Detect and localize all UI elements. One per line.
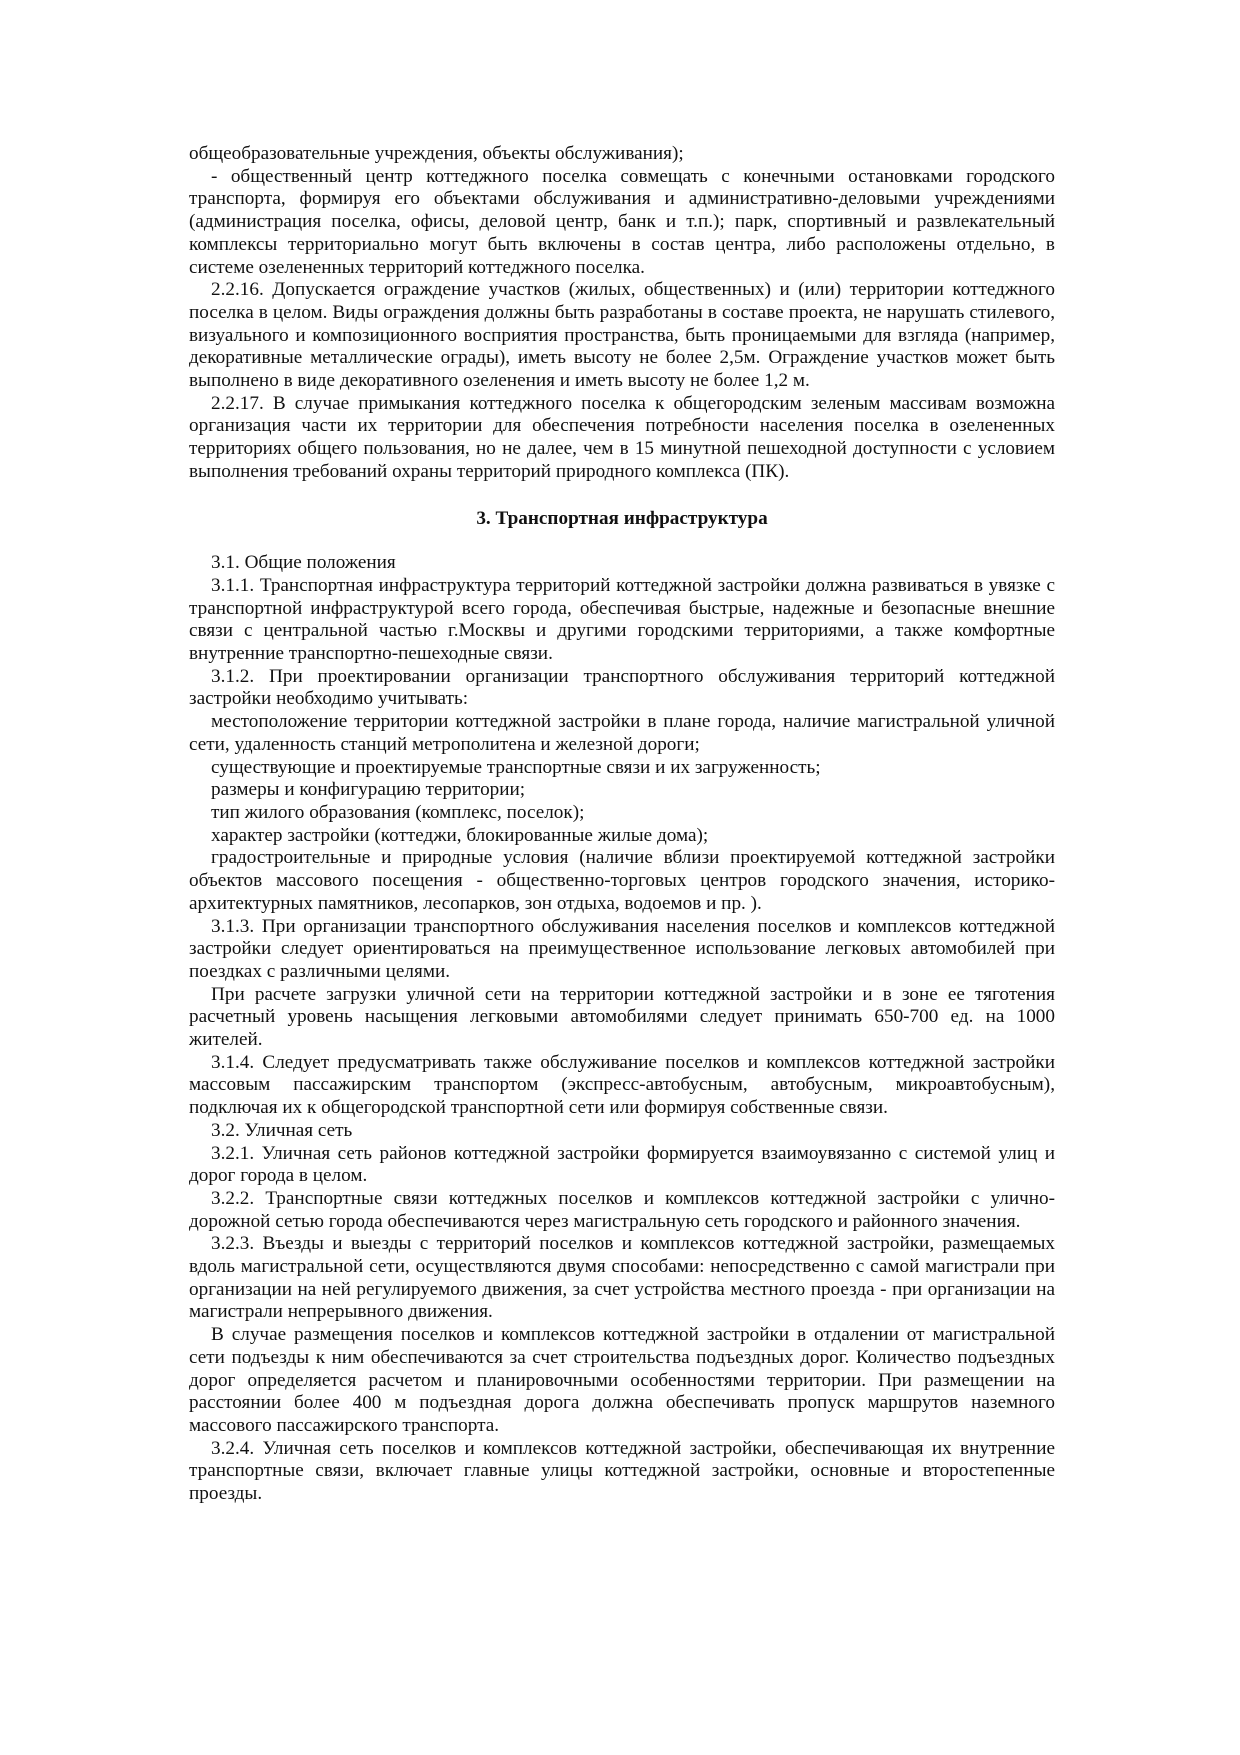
- list-item: существующие и проектируемые транспортные связи и их загруженность;: [211, 756, 821, 778]
- paragraph: - общественный центр коттеджного поселка совмещать с конечными остановками городского транспорта, формируя его объектами обслуживания и административно-деловыми учреждениями (администрация поселка, офисы, деловой центр, банк и т.п.); парк, спортивный и развлекательный комплексы территориально могут быть включены в состав центра, либо расположены отдельно, в системе озелененных территорий коттеджного поселка.: [189, 165, 1055, 278]
- list-item: местоположение территории коттеджной застройки в плане города, наличие магистральной уличной сети, удаленность станций метрополитена и железной дороги;: [189, 711, 1055, 755]
- paragraph: 3.1.1. Транспортная инфраструктура территорий коттеджной застройки должна развиваться в увязке с транспортной инфраструктурой всего города, обеспечивая быстрые, надежные и безопасные внешние связи с центральной частью г.Москвы и другими городскими территориями, а также комфортные внутренние транспортно-пешеходные связи.: [189, 574, 1055, 665]
- subsection-title: 3.2. Уличная сеть: [211, 1119, 353, 1141]
- list-item: характер застройки (коттеджи, блокированные жилые дома);: [211, 824, 709, 846]
- spacer: [189, 530, 1055, 552]
- paragraph: 3.1.2. При проектировании организации транспортного обслуживания территорий коттеджной застройки необходимо учитывать:: [189, 665, 1055, 710]
- paragraph: 3.2.2. Транспортные связи коттеджных поселков и комплексов коттеджной застройки с улично-дорожной сетью города обеспечиваются через магистральную сеть городского и районного значения.: [189, 1187, 1055, 1232]
- list-item: размеры и конфигурацию территории;: [211, 779, 526, 801]
- subsection-title: 3.1. Общие положения: [211, 552, 396, 574]
- list-item: тип жилого образования (комплекс, поселок);: [211, 801, 585, 823]
- paragraph: 3.2.1. Уличная сеть районов коттеджной застройки формируется взаимоувязанно с системой улиц и дорог города в целом.: [189, 1142, 1055, 1187]
- document-page: [189, 143, 1055, 1506]
- paragraph: При расчете загрузки уличной сети на территории коттеджной застройки и в зоне ее тяготения расчетный уровень насыщения легковыми автомобилями следует принимать 650-700 ед. на 1000 жителей.: [189, 983, 1055, 1051]
- list-item: градостроительные и природные условия (наличие вблизи проектируемой коттеджной застройки объектов массового посещения - общественно-торговых центров городского значения, историко-архитектурных памятников, лесопарков, зон отдыха, водоемов и пр. ).: [189, 847, 1055, 914]
- paragraph: 2.2.16. Допускается ограждение участков (жилых, общественных) и (или) территории коттеджного поселка в целом. Виды ограждения должны быть разработаны в составе проекта, не нарушать стилевого, визуального и композиционного восприятия пространства, быть проницаемыми для взгляда (например, декоративные металлические ограды), иметь высоту не более 2,5м. Ограждение участков может быть выполнено в виде декоративного озеленения и иметь высоту не более 1,2 м.: [189, 279, 1055, 392]
- paragraph: 3.2.3. Въезды и выезды с территорий поселков и комплексов коттеджной застройки, размещаемых вдоль магистральной сети, осуществляются двумя способами: непосредственно с самой магистрали при организации на ней регулируемого движения, за счет устройства местного проезда - при организации на магистрали непрерывного движения.: [189, 1233, 1055, 1323]
- paragraph: 3.1.3. При организации транспортного обслуживания населения поселков и комплексов коттеджной застройки следует ориентироваться на преимущественное использование легковых автомобилей при поездках с различными целями.: [189, 915, 1055, 982]
- paragraph: В случае размещения поселков и комплексов коттеджной застройки в отдалении от магистральной сети подъезды к ним обеспечиваются за счет строительства подъездных дорог. Количество подъездных дорог определяется расчетом и планировочными особенностями территории. При размещении на расстоянии более 400 м подъездная дорога должна обеспечивать пропуск маршрутов наземного массового пассажирского транспорта.: [189, 1324, 1055, 1436]
- paragraph: общеобразовательные учреждения, объекты обслуживания);: [189, 143, 684, 164]
- paragraph: 2.2.17. В случае примыкания коттеджного поселка к общегородским зеленым массивам возможна организация части их территории для обеспечения потребности населения поселка в озелененных территориях общего пользования, но не далее, чем в 15 минутной пешеходной доступности с условием выполнения требований охраны территорий природного комплекса (ПК).: [189, 392, 1055, 482]
- paragraph: 3.2.4. Уличная сеть поселков и комплексов коттеджной застройки, обеспечивающая их внутренние транспортные связи, включает главные улицы коттеджной застройки, основные и второстепенные проезды.: [189, 1437, 1055, 1505]
- paragraph: 3.1.4. Следует предусматривать также обслуживание поселков и комплексов коттеджной застройки массовым пассажирским транспортом (экспресс-автобусным, автобусным, микроавтобусным), подключая их к общегородской транспортной сети или формируя собственные связи.: [189, 1051, 1055, 1119]
- spacer: [189, 484, 1055, 508]
- section-heading: 3. Транспортная инфраструктура: [476, 507, 768, 529]
